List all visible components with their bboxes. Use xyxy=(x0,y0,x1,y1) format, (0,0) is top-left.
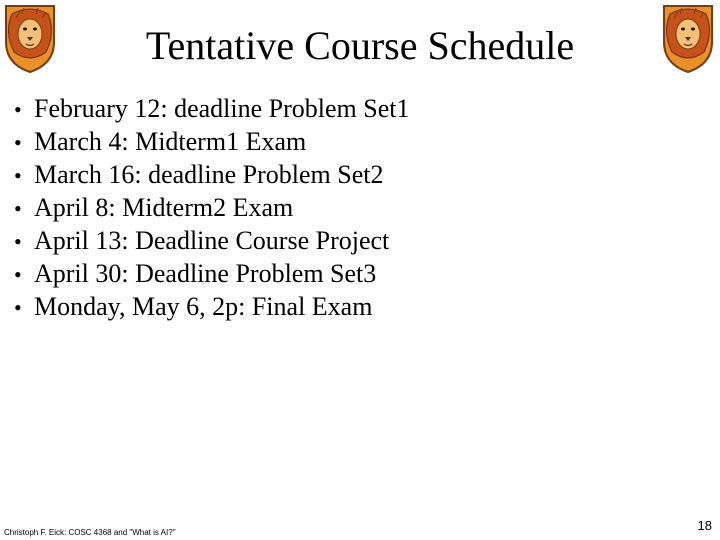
list-item-text: March 16: deadline Problem Set2 xyxy=(34,160,384,189)
footer-credit: Christoph F. Eick: COSC 4368 and "What is AI?" xyxy=(4,528,176,537)
page-number: 18 xyxy=(697,518,712,533)
list-item xyxy=(14,125,409,158)
list-item-text: March 4: Midterm1 Exam xyxy=(34,127,307,156)
bullet-icon: • xyxy=(14,262,22,287)
list-item xyxy=(14,191,409,224)
slide-title: Tentative Course Schedule xyxy=(145,23,575,68)
lion-head-icon xyxy=(660,2,716,74)
bullet-icon: • xyxy=(14,196,22,221)
list-item-text: April 30: Deadline Problem Set3 xyxy=(34,259,377,288)
list-item-text: February 12: deadline Problem Set1 xyxy=(34,94,410,123)
list-item xyxy=(14,92,409,125)
schedule-list xyxy=(14,92,409,323)
bullet-icon: • xyxy=(14,163,22,188)
lion-head-icon xyxy=(2,2,58,74)
list-item xyxy=(14,224,409,257)
bullet-icon: • xyxy=(14,295,22,320)
list-item xyxy=(14,257,409,290)
bullet-icon: • xyxy=(14,97,22,122)
bullet-icon: • xyxy=(14,229,22,254)
list-item-text: April 8: Midterm2 Exam xyxy=(34,193,294,222)
list-item xyxy=(14,290,409,323)
bullet-icon: • xyxy=(14,130,22,155)
list-item xyxy=(14,158,409,191)
list-item-text: Monday, May 6, 2p: Final Exam xyxy=(34,292,373,321)
list-item-text: April 13: Deadline Course Project xyxy=(34,226,390,255)
